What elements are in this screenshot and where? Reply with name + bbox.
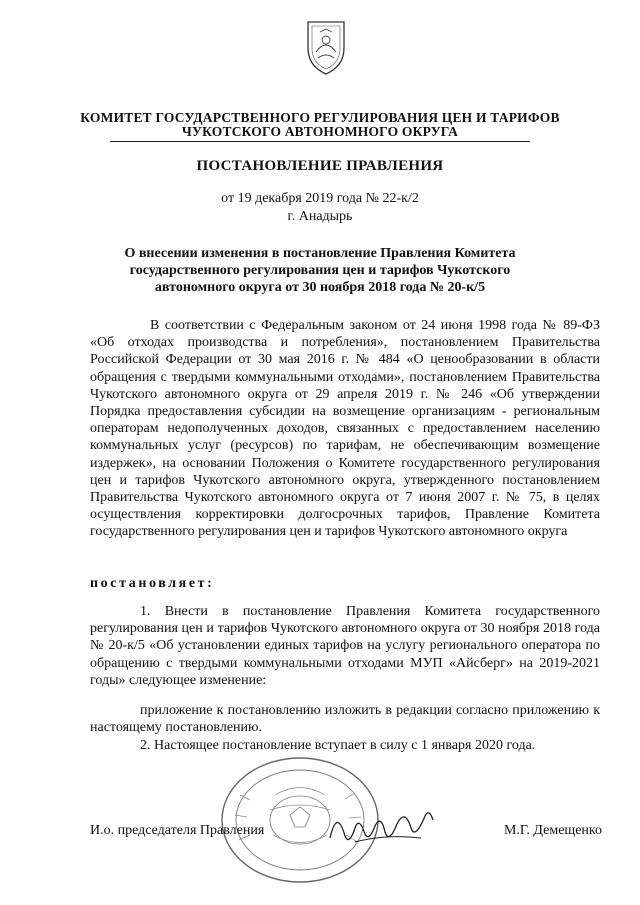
organization-name-line1: КОМИТЕТ ГОСУДАРСТВЕННОГО РЕГУЛИРОВАНИЯ ЦЕН И ТАРИФОВ [80,110,560,125]
signatory-position: И.о. председателя Правления [90,823,265,838]
decision-item-1-sub: приложение к постановлению изложить в редакции согласно приложению к настоящему постановлению. [90,703,600,736]
handwritten-signature [325,798,445,858]
signatory-name: М.Г. Демещенко [503,823,602,838]
document-city: г. Анадырь [287,209,353,224]
header-divider [110,141,530,142]
document-subject: О внесении изменения в постановление Правления Комитета государственного регулирования цен и тарифов Чукотского автономного округа от 30 ноября 2018 года № 20-к/5 [124,246,516,295]
decision-item-1: 1. Внести в постановление Правления Комитета государственного регулирования цен и тарифов Чукотского автономного округа от 30 ноября 2018 года № 20-к/5 «Об установлении единых тарифов на услугу регионального оператора по обращению с твердыми коммунальными отходами МУП «Айсберг» на 2019-2021 годы» следующее изменение: [90,604,600,688]
preamble-paragraph: В соответствии с Федеральным законом от 24 июня 1998 года № 89-ФЗ «Об отходах производства и потребления», постановлением Правительства Российской Федерации от 30 мая 2016 г. № 484 «О ценообразовании в области обращения с твердыми коммунальными отходами», постановлением Правительства Чукотского автономного округа от 29 апреля 2019 г. № 246 «Об утверждении Порядка предоставления субсидии на возмещение организациям - региональным операторам недополученных доходов, связанных с предоставлением населению коммунальных услуг (ресурсов) по тарифам, не обеспечивающим возмещение издержек», на основании Положения о Комитете государственного регулирования цен и тарифов Чукотского автономного округа, утвержденного постановлением Правительства Чукотского автономного округа от 7 июня 2007 г. № 75, в целях осуществления корректировки долгосрочных тарифов, Правление Комитета государственного регулирования цен и тарифов Чукотского автономного округа [90,318,600,540]
decision-item-2: 2. Настоящее постановление вступает в силу с 1 января 2020 года. [140,738,536,753]
coat-of-arms-icon [300,18,352,78]
document-date: от 19 декабря 2019 года № 22-к/2 [221,191,419,206]
organization-name-line2: ЧУКОТСКОГО АВТОНОМНОГО ОКРУГА [181,124,459,139]
decree-word: постановляет: [90,576,215,591]
document-title: ПОСТАНОВЛЕНИЕ ПРАВЛЕНИЯ [196,158,444,174]
